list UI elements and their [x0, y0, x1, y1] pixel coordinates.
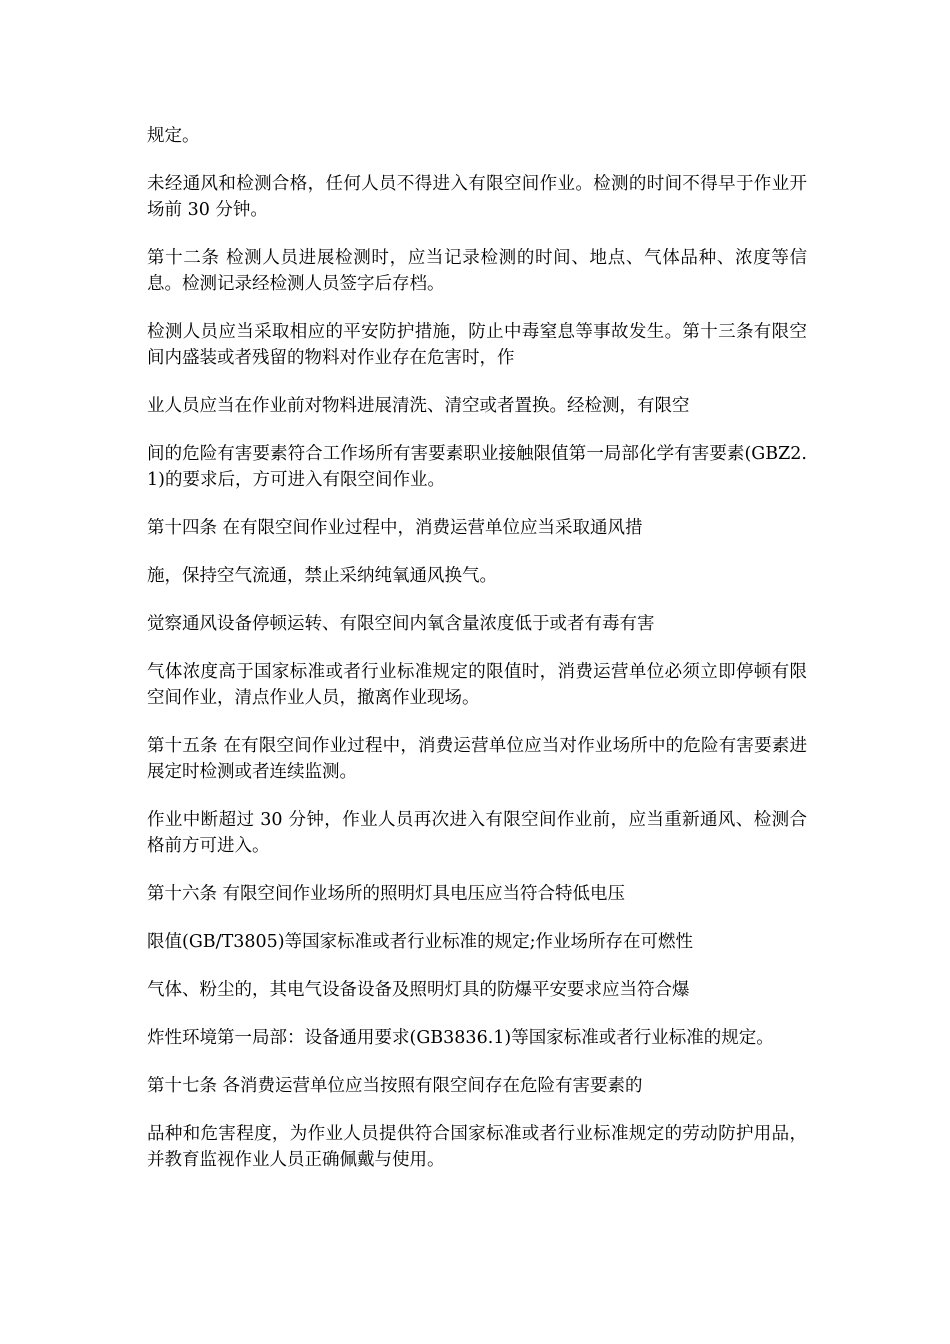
paragraph: 限值(GB/T3805)等国家标准或者行业标准的规定;作业场所存在可燃性	[147, 932, 693, 952]
paragraph: 未经通风和检测合格，任何人员不得进入有限空间作业。检测的时间不得早于作业开场前 30 分钟。	[147, 174, 807, 220]
paragraph: 炸性环境第一局部：设备通用要求(GB3836.1)等国家标准或者行业标准的规定。	[147, 1028, 774, 1048]
paragraph: 施，保持空气流通，禁止采纳纯氧通风换气。	[147, 566, 497, 586]
paragraph: 气体、粉尘的，其电气设备设备及照明灯具的防爆平安要求应当符合爆	[147, 980, 690, 1000]
paragraph: 第十四条 在有限空间作业过程中，消费运营单位应当采取通风措	[147, 518, 643, 538]
paragraph: 业人员应当在作业前对物料进展清洗、清空或者置换。经检测，有限空	[147, 396, 690, 416]
paragraph: 气体浓度高于国家标准或者行业标准规定的限值时，消费运营单位必须立即停顿有限空间作业，清点作业人员，撤离作业现场。	[147, 662, 807, 708]
paragraph: 规定。	[147, 126, 200, 146]
paragraph: 第十六条 有限空间作业场所的照明灯具电压应当符合特低电压	[147, 884, 626, 904]
paragraph: 第十五条 在有限空间作业过程中，消费运营单位应当对作业场所中的危险有害要素进展定时检测或者连续监测。	[147, 736, 807, 782]
paragraph: 品种和危害程度，为作业人员提供符合国家标准或者行业标准规定的劳动防护用品，并教育监视作业人员正确佩戴与使用。	[147, 1124, 807, 1170]
paragraph: 作业中断超过 30 分钟，作业人员再次进入有限空间作业前，应当重新通风、检测合格前方可进入。	[147, 810, 807, 856]
document-body	[147, 123, 807, 1195]
paragraph: 觉察通风设备停顿运转、有限空间内氧含量浓度低于或者有毒有害	[147, 614, 655, 634]
paragraph: 第十二条 检测人员进展检测时，应当记录检测的时间、地点、气体品种、浓度等信息。检测记录经检测人员签字后存档。	[147, 248, 807, 294]
paragraph: 间的危险有害要素符合工作场所有害要素职业接触限值第一局部化学有害要素(GBZ2.1)的要求后，方可进入有限空间作业。	[147, 444, 807, 490]
paragraph: 第十七条 各消费运营单位应当按照有限空间存在危险有害要素的	[147, 1076, 643, 1096]
paragraph: 检测人员应当采取相应的平安防护措施，防止中毒窒息等事故发生。第十三条有限空间内盛装或者残留的物料对作业存在危害时，作	[147, 322, 807, 368]
